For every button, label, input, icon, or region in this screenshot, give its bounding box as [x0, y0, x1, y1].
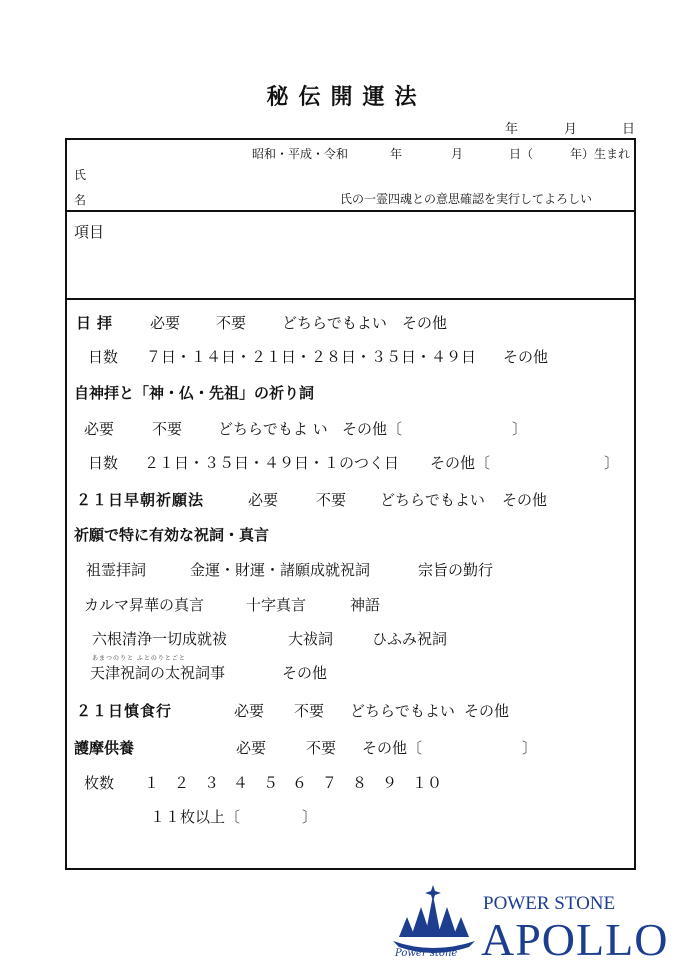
- norito-juji: 十字真言: [246, 596, 307, 614]
- page-title: 秘伝開運法: [266, 85, 427, 110]
- sochou-opt-either: どちらでもよい: [380, 491, 485, 509]
- norito-title: 祈願で特に有効な祝詞・真言: [74, 526, 270, 544]
- consent-text: 氏の一霊四魂との意思確認を実行してよろしい: [340, 192, 593, 206]
- birth-day: 日（: [509, 147, 534, 161]
- norito-ruby: あまつのりと ふとのりとごと: [92, 655, 186, 662]
- birth-year: 年: [390, 147, 403, 161]
- shinshoku-opt-noneed: 不要: [294, 702, 325, 720]
- sochou-opt-other: その他: [502, 491, 548, 509]
- shinshoku-opt-need: 必要: [234, 702, 265, 720]
- name-label-2: 名: [74, 193, 87, 207]
- goma-count-label: 枚数: [84, 774, 115, 792]
- goma-over-close: 〕: [302, 808, 318, 826]
- nippai-days-other: その他: [503, 348, 549, 366]
- company-logo: [385, 885, 685, 975]
- shinshoku-title: ２１日慎食行: [76, 702, 173, 720]
- jishin-opt-other: その他〔: [342, 420, 403, 438]
- nippai-opt-either: どちらでもよい: [282, 314, 387, 332]
- goma-opt-need: 必要: [236, 739, 267, 757]
- norito-rokkon: 六根清浄一切成就祓: [92, 630, 228, 648]
- goma-count-7: ７: [322, 774, 338, 792]
- norito-sorei: 祖霊拝詞: [86, 561, 147, 579]
- goma-opt-other: その他〔: [362, 739, 423, 757]
- goma-count-2: ２: [174, 774, 190, 792]
- era-label: 昭和・平成・令和: [252, 147, 349, 161]
- norito-hifumi: ひふみ祝詞: [372, 630, 448, 648]
- norito-kinun: 金運・財運・諸願成就祝詞: [190, 561, 371, 579]
- norito-shingo: 神語: [350, 596, 381, 614]
- name-label-1: 氏: [74, 168, 87, 182]
- sochou-title: ２１日早朝祈願法: [76, 491, 205, 509]
- nippai-opt-other: その他: [402, 314, 448, 332]
- sochou-opt-need: 必要: [248, 491, 279, 509]
- goma-count-9: ９: [382, 774, 398, 792]
- goma-count-10: １０: [412, 774, 443, 792]
- shinshoku-opt-other: その他: [464, 702, 510, 720]
- nippai-opt-noneed: 不要: [216, 314, 247, 332]
- goma-opt-noneed: 不要: [306, 739, 337, 757]
- norito-karma: カルマ昇華の真言: [84, 596, 205, 614]
- header-day: 日: [622, 122, 636, 137]
- jishin-opt-either: どちらでもよ い: [218, 420, 328, 438]
- jishin-days: ２１日・３５日・４９日・１のつく日: [144, 454, 400, 472]
- goma-count-4: ４: [233, 774, 249, 792]
- logo-line1: POWER STONE: [483, 893, 616, 914]
- goma-count-8: ８: [352, 774, 368, 792]
- jishin-close: 〕: [512, 420, 528, 438]
- goma-count-5: ５: [263, 774, 279, 792]
- norito-shushi: 宗旨の勤行: [418, 561, 494, 579]
- goma-count-3: ３: [204, 774, 220, 792]
- goma-count-6: ６: [292, 774, 308, 792]
- goma-title: 護摩供養: [74, 739, 135, 757]
- jishin-days-label: 日数: [88, 454, 119, 472]
- birth-month: 月: [451, 147, 464, 161]
- jishin-days-close: 〕: [604, 454, 620, 472]
- nippai-days: ７日・１４日・２１日・２８日・３５日・４９日: [146, 348, 477, 366]
- goma-count-1: １: [144, 774, 160, 792]
- nippai-opt-need: 必要: [150, 314, 181, 332]
- jishin-opt-need: 必要: [84, 420, 115, 438]
- norito-amatsu: 天津祝詞の太祝詞事: [90, 664, 226, 682]
- logo-script: Power stone: [395, 948, 458, 959]
- item-label: 項目: [74, 223, 105, 241]
- norito-other: その他: [282, 664, 328, 682]
- norito-oharae: 大祓詞: [288, 630, 334, 648]
- goma-close: 〕: [522, 739, 538, 757]
- divider-items: [65, 298, 636, 300]
- goma-over: １１枚以上〔: [150, 808, 241, 826]
- sochou-opt-noneed: 不要: [316, 491, 347, 509]
- header-month: 月: [564, 122, 578, 137]
- logo-line2: APOLLO: [481, 914, 669, 965]
- nippai-days-label: 日数: [88, 348, 119, 366]
- birth-age: 年）生まれ: [570, 147, 631, 161]
- divider-name: [65, 210, 636, 212]
- shinshoku-opt-either: どちらでもよい: [350, 702, 455, 720]
- jishin-title: 自神拝と「神・仏・先祖」の祈り詞: [74, 384, 315, 402]
- header-year: 年: [505, 122, 519, 137]
- nippai-title: 日拝: [76, 314, 119, 332]
- jishin-opt-noneed: 不要: [152, 420, 183, 438]
- jishin-days-other: その他〔: [430, 454, 491, 472]
